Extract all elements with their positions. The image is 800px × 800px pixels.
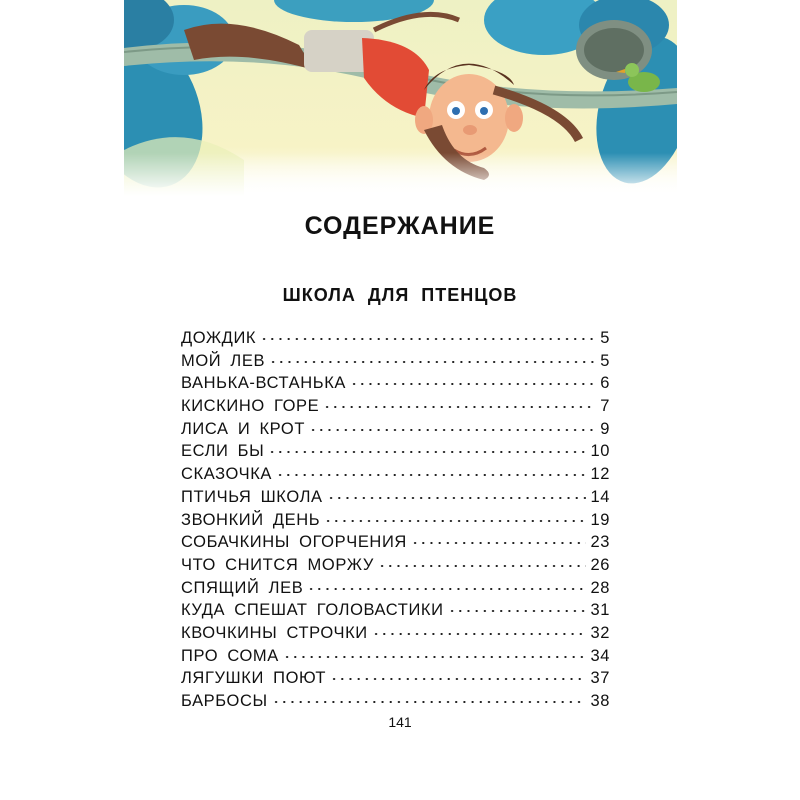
toc-entry-title: КИСКИНО ГОРЕ — [181, 397, 320, 416]
toc-entry-page: 38 — [590, 692, 610, 710]
toc-entry-title: ЕСЛИ БЫ — [181, 442, 265, 461]
toc-entry-title: ЧТО СНИТСЯ МОРЖУ — [181, 555, 375, 574]
dot-leader — [323, 406, 596, 408]
dot-leader — [378, 565, 586, 567]
toc-entry-title: БАРБОСЫ — [181, 692, 268, 710]
dot-leader — [260, 338, 596, 340]
section-title: ШКОЛА ДЛЯ ПТЕНЦОВ — [282, 285, 518, 305]
dot-leader — [309, 429, 596, 431]
toc-entry[interactable] — [181, 667, 610, 690]
toc-entry-page: 26 — [590, 555, 610, 574]
toc-entry-title: СПЯЩИЙ ЛЕВ — [181, 578, 304, 597]
toc-entry[interactable] — [181, 327, 610, 350]
dot-leader — [330, 678, 586, 680]
toc-entry-title: ЛИСА И КРОТ — [181, 419, 306, 438]
toc-entry[interactable] — [181, 622, 610, 645]
page-number: 141 — [388, 714, 412, 730]
toc-entry-title: МОЙ ЛЕВ — [181, 351, 266, 370]
toc-entry-page: 12 — [590, 465, 610, 484]
toc-entry-page: 19 — [590, 510, 610, 529]
dot-leader — [269, 361, 596, 363]
toc-entry-page: 28 — [590, 578, 610, 597]
toc-entry-page: 14 — [590, 487, 610, 506]
dot-leader — [276, 474, 586, 476]
dot-leader — [268, 451, 586, 453]
toc-entry-page: 32 — [590, 623, 610, 642]
toc-entry-page: 9 — [600, 419, 610, 438]
toc-entry-page: 34 — [590, 646, 610, 665]
dot-leader — [307, 588, 586, 590]
toc-entry-title: ПТИЧЬЯ ШКОЛА — [181, 487, 323, 506]
monkey-boy-illustration-icon — [124, 0, 677, 196]
toc-entry-title: КВОЧКИНЫ СТРОЧКИ — [181, 623, 368, 642]
dot-leader — [327, 497, 587, 499]
toc-entry[interactable] — [181, 577, 610, 600]
toc-entry-page: 23 — [590, 533, 610, 552]
toc-entry-page: 6 — [600, 374, 610, 393]
toc-entry-title: ВАНЬКА-ВСТАНЬКА — [181, 374, 347, 393]
toc-entry[interactable] — [181, 372, 610, 395]
toc-entry[interactable] — [181, 599, 610, 622]
page-heading: СОДЕРЖАНИЕ — [304, 212, 496, 240]
toc-entry[interactable] — [181, 440, 610, 463]
toc-entry-title: ДОЖДИК — [181, 329, 257, 347]
toc-entry[interactable] — [181, 395, 610, 418]
toc-entry-title: ЗВОНКИЙ ДЕНЬ — [181, 510, 321, 529]
toc-entry[interactable] — [181, 509, 610, 532]
toc-entry[interactable] — [181, 463, 610, 486]
dot-leader — [283, 656, 587, 658]
toc-entry-title: СОБАЧКИНЫ ОГОРЧЕНИЯ — [181, 533, 407, 552]
toc-entry-page: 10 — [590, 442, 610, 461]
dot-leader — [272, 701, 587, 703]
toc-entry[interactable] — [181, 418, 610, 441]
toc-entry[interactable] — [181, 690, 610, 713]
toc-entry-title: ЛЯГУШКИ ПОЮТ — [181, 669, 327, 688]
toc-entry-title: ПРО СОМА — [181, 646, 279, 665]
dot-leader — [372, 633, 587, 635]
toc-entry-page: 5 — [600, 329, 610, 347]
table-of-contents — [181, 327, 610, 713]
toc-entry[interactable] — [181, 350, 610, 373]
toc-entry[interactable] — [181, 645, 610, 668]
dot-leader — [411, 542, 587, 544]
toc-entry[interactable] — [181, 486, 610, 509]
toc-entry-page: 37 — [590, 669, 610, 688]
toc-entry-title: СКАЗОЧКА — [181, 465, 273, 484]
toc-entry-page: 31 — [590, 601, 610, 620]
dot-leader — [350, 383, 596, 385]
toc-entry[interactable] — [181, 531, 610, 554]
toc-entry-page: 5 — [600, 351, 610, 370]
toc-entry[interactable] — [181, 554, 610, 577]
toc-entry-page: 7 — [600, 397, 610, 416]
dot-leader — [448, 610, 587, 612]
dot-leader — [324, 520, 586, 522]
header-illustration — [124, 0, 677, 196]
toc-entry-title: КУДА СПЕШАТ ГОЛОВАСТИКИ — [181, 601, 444, 620]
